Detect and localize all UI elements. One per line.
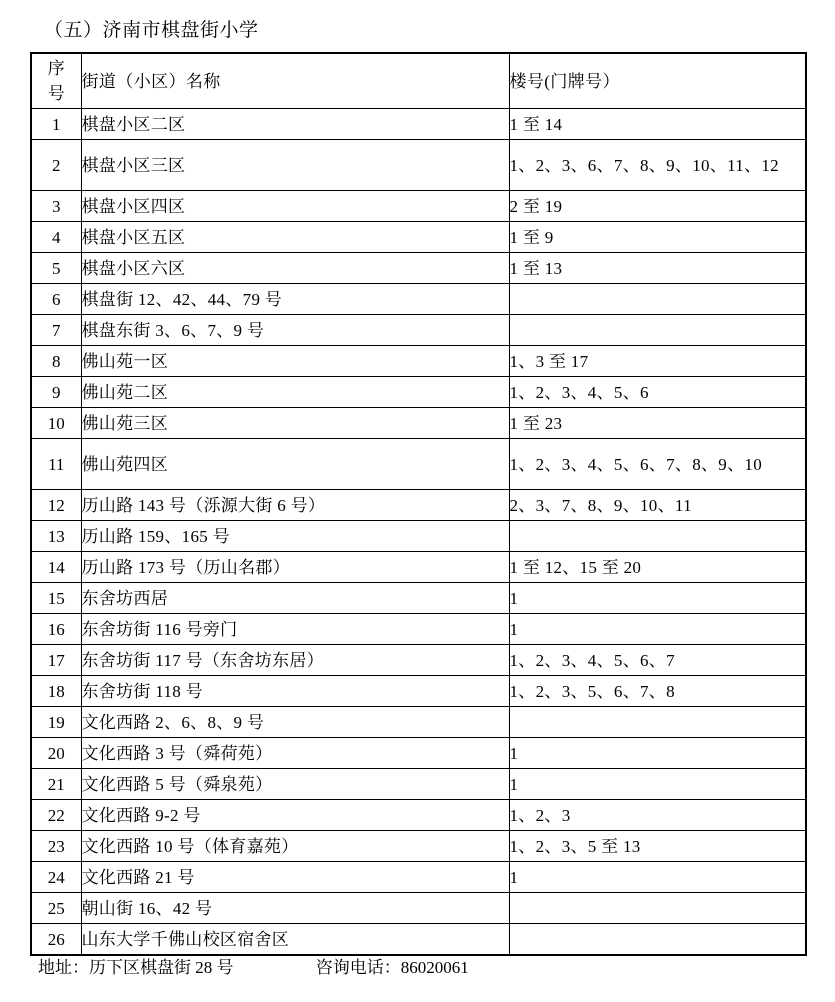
cell-index: 18 <box>31 676 81 707</box>
cell-building-number <box>509 284 806 315</box>
table-row <box>31 346 806 377</box>
cell-street-name: 佛山苑一区 <box>81 346 509 377</box>
cell-building-number: 1 至 23 <box>509 408 806 439</box>
table-row <box>31 521 806 552</box>
table-row <box>31 222 806 253</box>
cell-street-name: 文化西路 10 号（体育嘉苑） <box>81 831 509 862</box>
cell-building-number: 1 <box>509 862 806 893</box>
school-zone-table <box>30 52 807 956</box>
cell-street-name: 文化西路 3 号（舜荷苑） <box>81 738 509 769</box>
cell-street-name: 东舍坊街 118 号 <box>81 676 509 707</box>
table-header-row <box>31 53 806 109</box>
cell-index: 5 <box>31 253 81 284</box>
table-row <box>31 614 806 645</box>
table-row <box>31 769 806 800</box>
cell-index: 13 <box>31 521 81 552</box>
cell-building-number: 1、3 至 17 <box>509 346 806 377</box>
cell-street-name: 佛山苑四区 <box>81 439 509 490</box>
cell-index: 24 <box>31 862 81 893</box>
table-row <box>31 191 806 222</box>
cell-building-number: 1 <box>509 614 806 645</box>
cell-index: 8 <box>31 346 81 377</box>
footer-address: 地址：历下区棋盘街 28 号 <box>38 958 234 977</box>
table-row <box>31 831 806 862</box>
column-header-index-line1: 序 <box>47 59 65 78</box>
cell-index: 15 <box>31 583 81 614</box>
cell-street-name: 历山路 173 号（历山名郡） <box>81 552 509 583</box>
cell-index: 1 <box>31 109 81 140</box>
cell-building-number <box>509 315 806 346</box>
column-header-building: 楼号(门牌号） <box>509 53 806 109</box>
table-row <box>31 676 806 707</box>
cell-street-name: 棋盘小区二区 <box>81 109 509 140</box>
table-row <box>31 862 806 893</box>
cell-index: 7 <box>31 315 81 346</box>
cell-index: 22 <box>31 800 81 831</box>
table-row <box>31 315 806 346</box>
cell-building-number: 1 至 14 <box>509 109 806 140</box>
cell-building-number: 1、2、3、6、7、8、9、10、11、12 <box>509 140 806 191</box>
cell-street-name: 东舍坊西居 <box>81 583 509 614</box>
cell-building-number: 1 至 12、15 至 20 <box>509 552 806 583</box>
column-header-street: 街道（小区）名称 <box>81 53 509 109</box>
column-header-index <box>31 53 81 109</box>
cell-building-number: 2 至 19 <box>509 191 806 222</box>
cell-building-number: 1、2、3、5 至 13 <box>509 831 806 862</box>
cell-street-name: 棋盘小区六区 <box>81 253 509 284</box>
table-row <box>31 109 806 140</box>
table-row <box>31 707 806 738</box>
cell-index: 21 <box>31 769 81 800</box>
table-row <box>31 583 806 614</box>
cell-index: 11 <box>31 439 81 490</box>
page-title: （五）济南市棋盘街小学 <box>44 20 259 41</box>
cell-street-name: 棋盘小区五区 <box>81 222 509 253</box>
cell-building-number: 1 <box>509 583 806 614</box>
cell-street-name: 东舍坊街 116 号旁门 <box>81 614 509 645</box>
cell-building-number: 1、2、3、4、5、6、7 <box>509 645 806 676</box>
cell-building-number <box>509 707 806 738</box>
table-row <box>31 253 806 284</box>
cell-street-name: 文化西路 21 号 <box>81 862 509 893</box>
table-row <box>31 738 806 769</box>
cell-index: 6 <box>31 284 81 315</box>
cell-index: 20 <box>31 738 81 769</box>
table-row <box>31 552 806 583</box>
table-row <box>31 284 806 315</box>
cell-street-name: 山东大学千佛山校区宿舍区 <box>81 924 509 956</box>
cell-index: 25 <box>31 893 81 924</box>
table-header <box>31 53 806 109</box>
table-body <box>31 109 806 956</box>
cell-street-name: 东舍坊街 117 号（东舍坊东居） <box>81 645 509 676</box>
table-row <box>31 377 806 408</box>
table-row <box>31 924 806 956</box>
cell-building-number: 1、2、3、5、6、7、8 <box>509 676 806 707</box>
footer <box>38 955 798 981</box>
cell-building-number <box>509 893 806 924</box>
cell-building-number: 1、2、3、4、5、6 <box>509 377 806 408</box>
table-row <box>31 490 806 521</box>
cell-building-number: 1 <box>509 738 806 769</box>
cell-index: 4 <box>31 222 81 253</box>
cell-street-name: 文化西路 2、6、8、9 号 <box>81 707 509 738</box>
cell-street-name: 棋盘小区四区 <box>81 191 509 222</box>
cell-building-number: 1、2、3 <box>509 800 806 831</box>
cell-index: 9 <box>31 377 81 408</box>
cell-index: 16 <box>31 614 81 645</box>
table-row <box>31 439 806 490</box>
cell-street-name: 佛山苑三区 <box>81 408 509 439</box>
cell-building-number: 1 <box>509 769 806 800</box>
cell-index: 14 <box>31 552 81 583</box>
cell-street-name: 棋盘东街 3、6、7、9 号 <box>81 315 509 346</box>
cell-index: 23 <box>31 831 81 862</box>
table-row <box>31 140 806 191</box>
cell-street-name: 棋盘街 12、42、44、79 号 <box>81 284 509 315</box>
cell-index: 2 <box>31 140 81 191</box>
cell-building-number: 1 至 13 <box>509 253 806 284</box>
cell-index: 17 <box>31 645 81 676</box>
table-row <box>31 645 806 676</box>
cell-street-name: 历山路 159、165 号 <box>81 521 509 552</box>
table-row <box>31 893 806 924</box>
cell-street-name: 文化西路 9-2 号 <box>81 800 509 831</box>
cell-index: 10 <box>31 408 81 439</box>
table-row <box>31 800 806 831</box>
cell-street-name: 朝山街 16、42 号 <box>81 893 509 924</box>
cell-index: 26 <box>31 924 81 956</box>
cell-street-name: 佛山苑二区 <box>81 377 509 408</box>
cell-index: 12 <box>31 490 81 521</box>
cell-street-name: 棋盘小区三区 <box>81 140 509 191</box>
cell-building-number <box>509 521 806 552</box>
cell-building-number: 2、3、7、8、9、10、11 <box>509 490 806 521</box>
cell-street-name: 文化西路 5 号（舜泉苑） <box>81 769 509 800</box>
cell-street-name: 历山路 143 号（泺源大街 6 号） <box>81 490 509 521</box>
school-zone-table-container <box>30 52 807 956</box>
column-header-index-line2: 号 <box>47 84 65 103</box>
cell-index: 3 <box>31 191 81 222</box>
cell-building-number <box>509 924 806 956</box>
cell-building-number: 1、2、3、4、5、6、7、8、9、10 <box>509 439 806 490</box>
footer-phone: 咨询电话：86020061 <box>315 958 469 977</box>
cell-building-number: 1 至 9 <box>509 222 806 253</box>
cell-index: 19 <box>31 707 81 738</box>
table-row <box>31 408 806 439</box>
